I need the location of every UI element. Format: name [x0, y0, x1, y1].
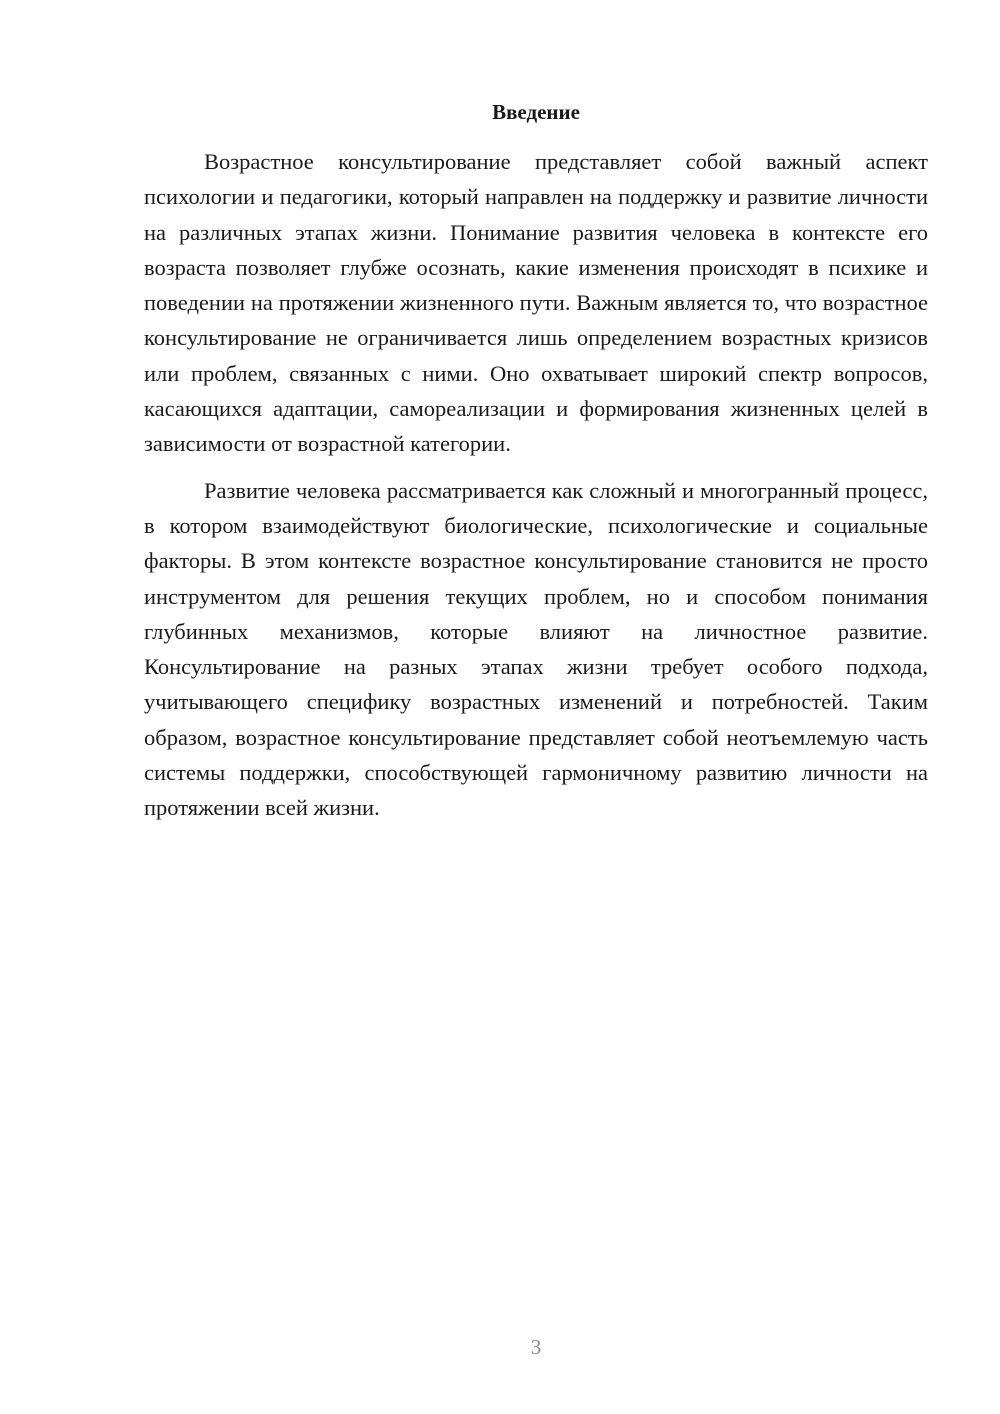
- body-text: [144, 144, 928, 826]
- section-heading: Введение: [492, 100, 580, 124]
- page-number: 3: [530, 1335, 542, 1359]
- paragraph-2: Развитие человека рассматривается как сложный и многогранный процесс, в котором взаимодействуют биологические, психологические и социальные факторы. В этом контексте возрастное консультирование становится не просто инструментом для решения текущих проблем, но и способом понимания глубинных механизмов, которые влияют на личностное развитие. Консультирование на разных этапах жизни требует особого подхода, учитывающего специфику возрастных изменений и потребностей. Таким образом, возрастное консультирование представляет собой неотъемлемую часть системы поддержки, способствующей гармоничному развитию личности на протяжении всей жизни.: [144, 477, 928, 821]
- paragraph-1: Возрастное консультирование представляет собой важный аспект психологии и педагогики, который направлен на поддержку и развитие личности на различных этапах жизни. Понимание развития человека в контексте его возраста позволяет глубже осознать, какие изменения происходят в психике и поведении на протяжении жизненного пути. Важным является то, что возрастное консультирование не ограничивается лишь определением возрастных кризисов или проблем, связанных с ними. Оно охватывает широкий спектр вопросов, касающихся адаптации, самореализации и формирования жизненных целей в зависимости от возрастной категории.: [144, 149, 928, 457]
